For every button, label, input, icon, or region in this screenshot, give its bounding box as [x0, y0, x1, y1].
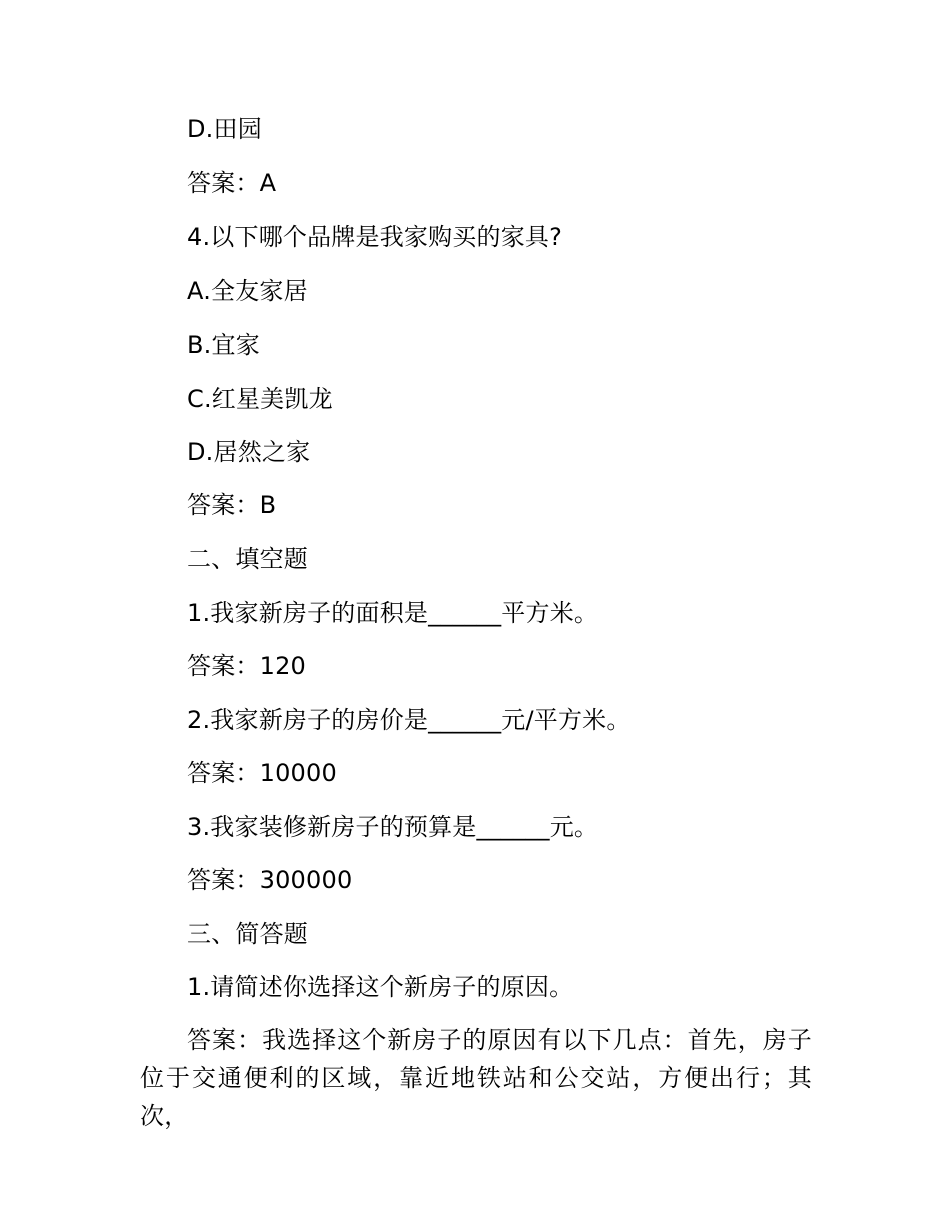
fill-question-1: 1.我家新房子的面积是______平方米。 — [187, 599, 599, 627]
fill-question-2: 2.我家新房子的房价是______元/平方米。 — [187, 706, 631, 734]
answer-q3: 答案：A — [187, 169, 277, 197]
fill-answer-1: 答案：120 — [187, 652, 307, 680]
option-a: A.全友家居 — [187, 277, 308, 305]
answer-q4: 答案：B — [187, 491, 277, 519]
section-heading-fill-in: 二、填空题 — [187, 545, 308, 573]
fill-answer-2: 答案：10000 — [187, 759, 337, 787]
option-d: D.居然之家 — [187, 438, 311, 466]
short-answer-paragraph: 答案：我选择这个新房子的原因有以下几点：首先，房子位于交通便利的区域，靠近地铁站和公交站，方便出行；其次， — [140, 1026, 812, 1130]
short-question-1: 1.请简述你选择这个新房子的原因。 — [187, 973, 574, 1001]
option-c: C.红星美凯龙 — [187, 385, 333, 413]
question-4: 4.以下哪个品牌是我家购买的家具? — [187, 223, 563, 251]
fill-answer-3: 答案：300000 — [187, 866, 353, 894]
fill-question-3: 3.我家装修新房子的预算是______元。 — [187, 813, 599, 841]
option-d-previous: D.田园 — [187, 115, 262, 143]
option-b: B.宜家 — [187, 331, 260, 359]
section-heading-short-answer: 三、简答题 — [187, 920, 308, 948]
